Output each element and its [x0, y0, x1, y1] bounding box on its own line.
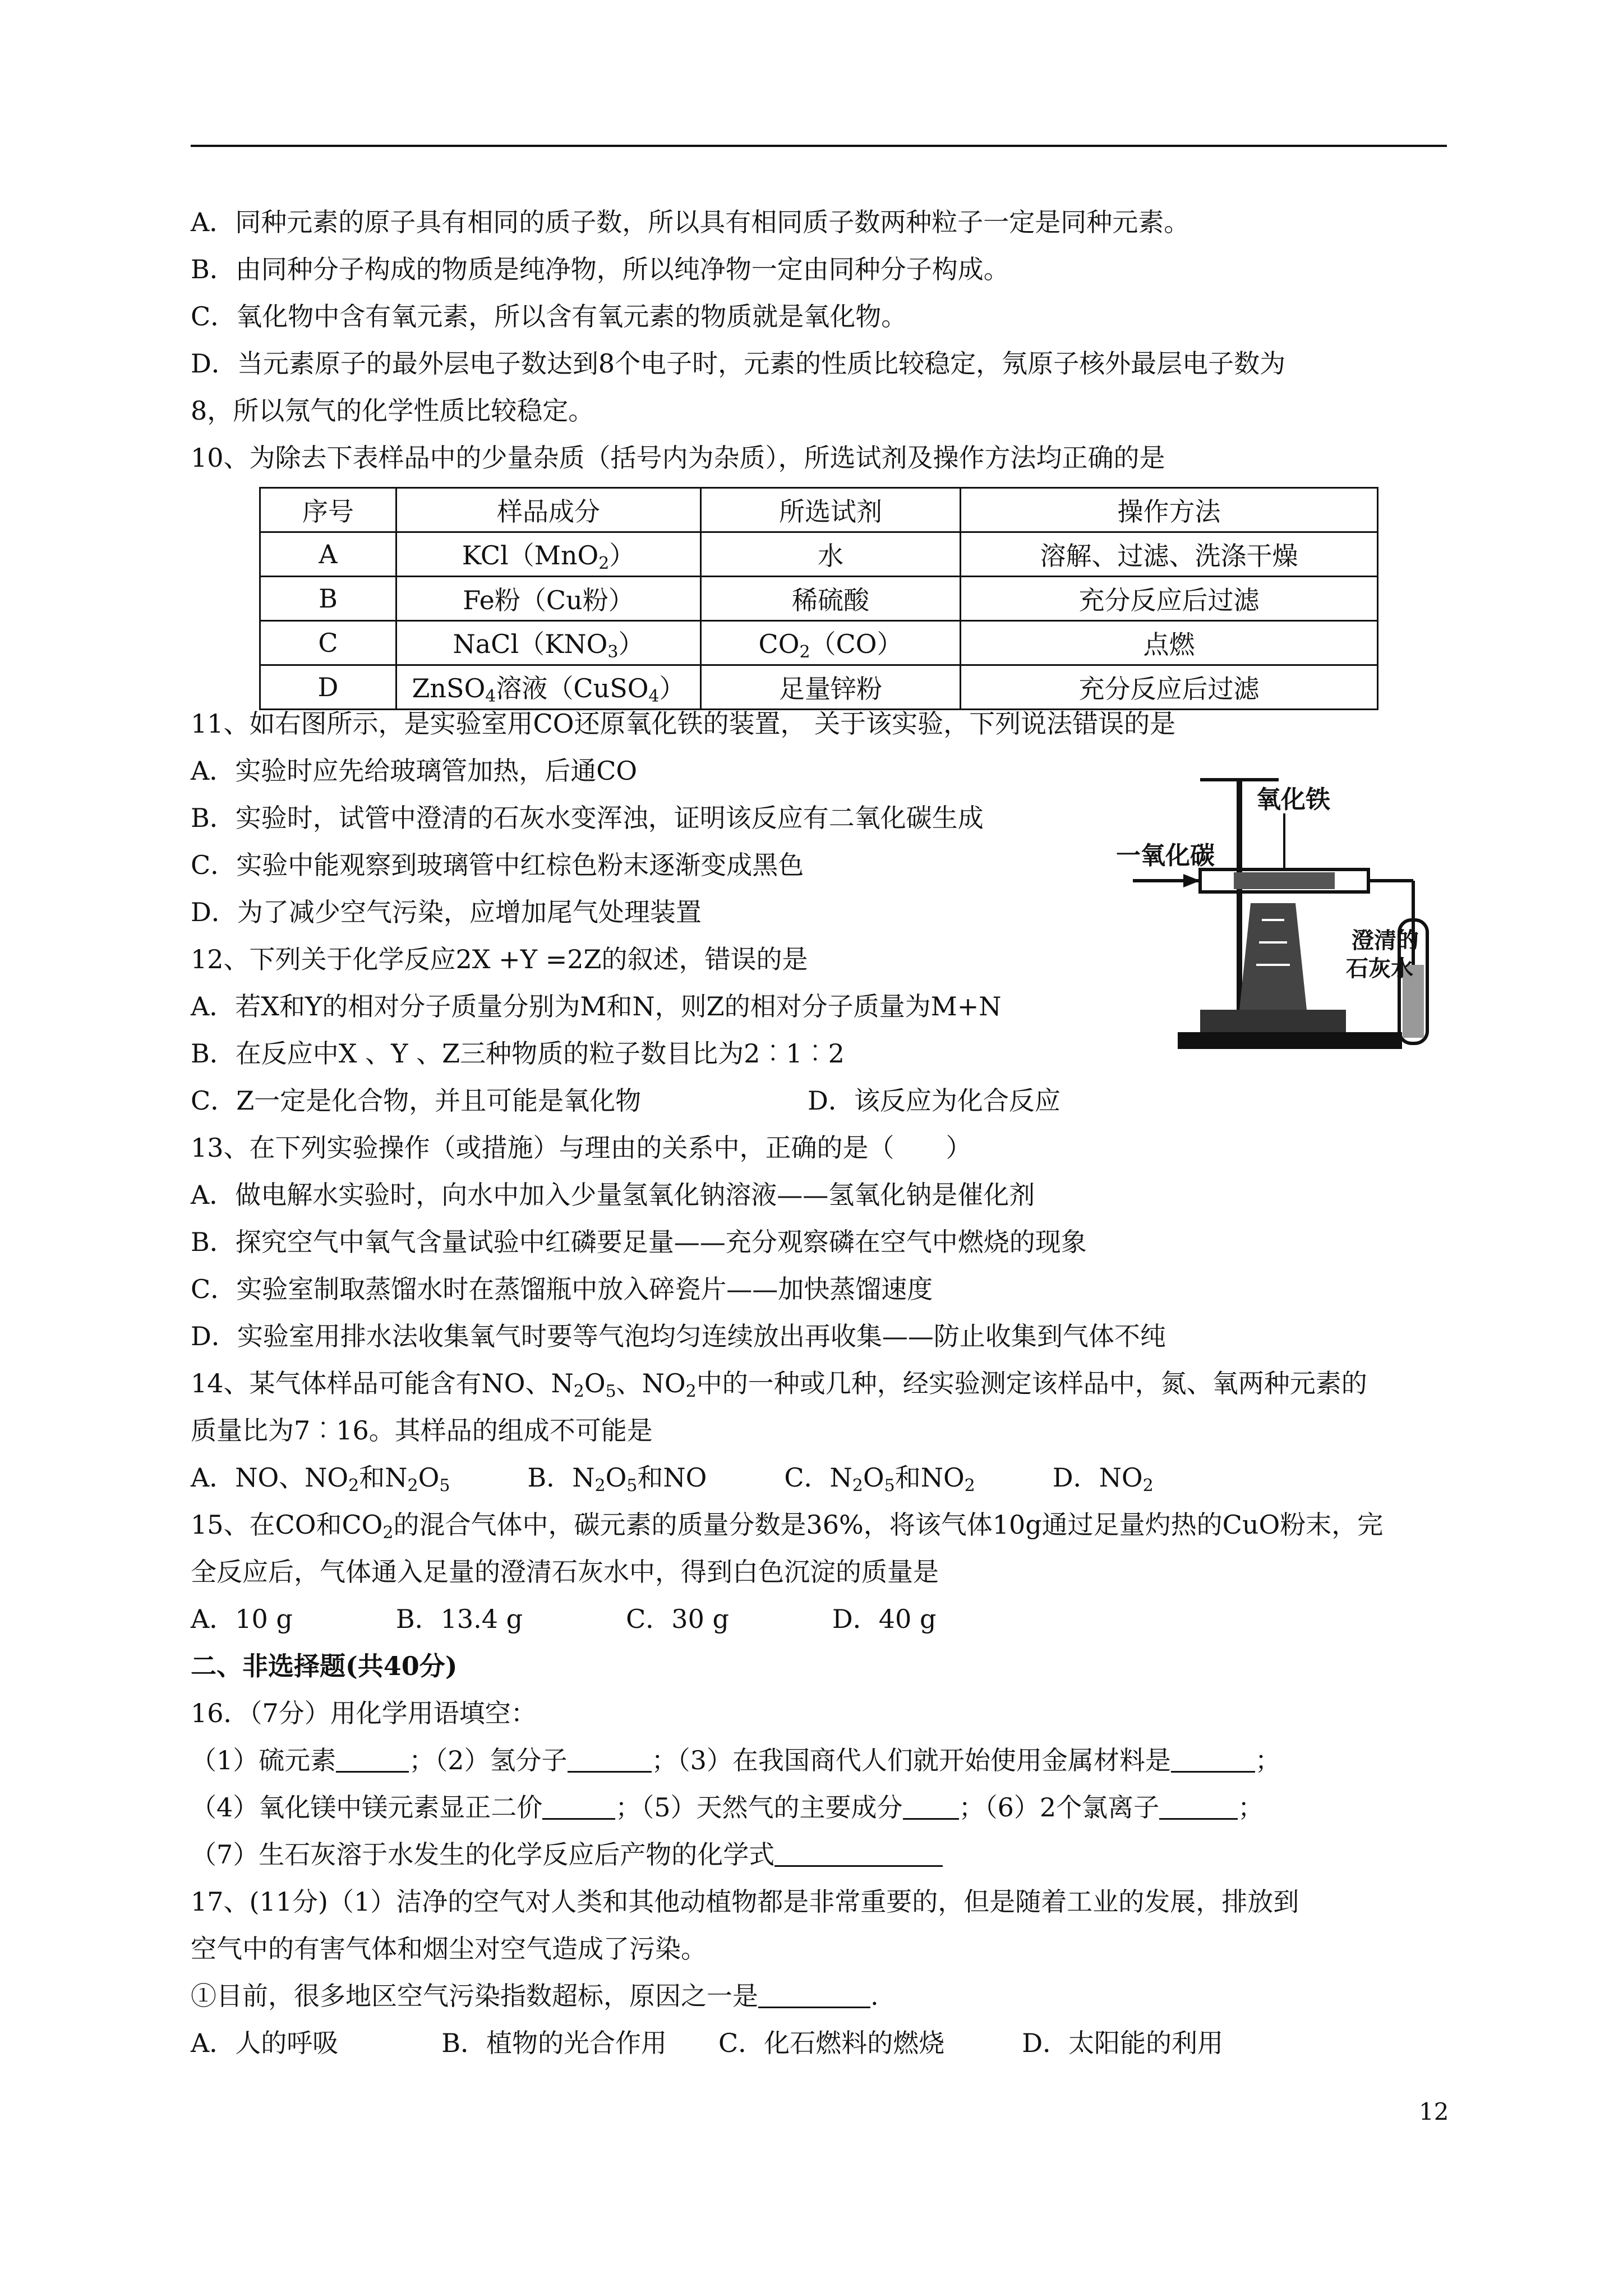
label-iron-oxide: 氧化铁: [1256, 785, 1330, 814]
table-cell: 稀硫酸: [701, 577, 961, 621]
answer-blank[interactable]: [568, 1746, 652, 1773]
table-cell: 足量锌粉: [701, 665, 961, 710]
table-cell: D: [260, 665, 396, 710]
q11-stem: 11、如右图所示，是实验室用CO还原氧化铁的装置， 关于该实验，下列说法错误的是: [191, 708, 1176, 739]
q15-options: A．10 g B．13.4 g C．30 g D．40 g: [191, 1604, 937, 1634]
q12-stem: 12、下列关于化学反应2X +Y =2Z的叙述，错误的是: [191, 944, 808, 974]
q17-options: A．人的呼吸 B．植物的光合作用 C．化石燃料的燃烧 D．太阳能的利用: [191, 2028, 1224, 2058]
table-cell: 水: [701, 532, 961, 577]
header-rule: [191, 145, 1447, 147]
table-row: [260, 621, 1378, 665]
q17-stem: 17、(11分)（1）洁净的空气对人类和其他动植物都是非常重要的，但是随着工业的发展，排放到: [191, 1887, 1299, 1917]
q12-option-c: C．Z一定是化合物，并且可能是氧化物: [191, 1085, 642, 1116]
q9-option-a: A．同种元素的原子具有相同的质子数，所以具有相同质子数两种粒子一定是同种元素。: [191, 207, 1190, 237]
table-cell: $CO_2(CO)$: [701, 621, 961, 665]
table-cell: ZnSO$_4$溶液（CuSO$_4$）: [396, 665, 701, 710]
table-cell: 充分反应后过滤: [961, 665, 1378, 710]
q12-option-d: D．该反应为化合反应: [808, 1085, 1061, 1116]
table-cell: $NaCl(KNO_3)$: [396, 621, 701, 665]
q12-option-b: B．在反应中X 、Y 、Z三种物质的粒子数目比为2︰1︰2: [191, 1038, 845, 1069]
q15-stem: 15、在CO和$CO_2$的混合气体中，碳元素的质量分数是36%，将该气体10g通过足量灼热的CuO粉末，完: [191, 1510, 1384, 1543]
q13-option-c: C．实验室制取蒸馏水时在蒸馏瓶中放入碎瓷片——加快蒸馏速度: [191, 1274, 933, 1304]
co-reduction-apparatus-diagram: [1116, 774, 1453, 1077]
q9-option-c: C．氧化物中含有氧元素，所以含有氧元素的物质就是氧化物。: [191, 301, 907, 332]
q11-option-a: A．实验时应先给玻璃管加热，后通CO: [191, 756, 638, 786]
q9-option-d-cont: 8，所以氖气的化学性质比较稳定。: [191, 395, 594, 426]
table-cell: A: [260, 532, 396, 577]
q9-option-b: B．由同种分子构成的物质是纯净物，所以纯净物一定由同种分子构成。: [191, 254, 1009, 284]
table-header-row: [260, 488, 1378, 532]
q16-line-3: （7）生石灰溶于水发生的化学反应后产物的化学式: [191, 1839, 943, 1870]
table-header: 所选试剂: [701, 488, 961, 532]
table-cell: KCl（MnO$_2$）: [396, 532, 701, 577]
q13-stem: 13、在下列实验操作（或措施）与理由的关系中，正确的是（ ）: [191, 1133, 972, 1163]
table-row: [260, 532, 1378, 577]
page-number: 12: [1419, 2098, 1449, 2125]
q17-stem-cont: 空气中的有害气体和烟尘对空气造成了污染。: [191, 1934, 707, 1964]
table-cell: 充分反应后过滤: [961, 577, 1378, 621]
q14-stem-cont: 质量比为7︰16。其样品的组成不可能是: [191, 1415, 653, 1446]
answer-blank[interactable]: [542, 1793, 615, 1820]
table-cell: 溶解、过滤、洗涤干燥: [961, 532, 1378, 577]
table-header: 操作方法: [961, 488, 1378, 532]
table-cell: B: [260, 577, 396, 621]
q16-line-2: （4）氧化镁中镁元素显正二价 ；（5）天然气的主要成分 ；（6）2个氯离子 ；: [191, 1792, 1264, 1823]
table-cell: Fe粉（Cu粉）: [396, 577, 701, 621]
q13-option-d: D．实验室用排水法收集氧气时要等气泡均匀连续放出再收集——防止收集到气体不纯: [191, 1321, 1166, 1351]
label-limewater-2: 石灰水: [1346, 956, 1413, 982]
q13-option-a: A．做电解水实验时，向水中加入少量氢氧化钠溶液——氢氧化钠是催化剂: [191, 1180, 1035, 1210]
answer-blank[interactable]: [1171, 1746, 1255, 1773]
answer-blank[interactable]: [774, 1841, 943, 1867]
q9-option-d: D．当元素原子的最外层电子数达到8个电子时，元素的性质比较稳定，氖原子核外最层电子数为: [191, 348, 1286, 379]
q11-option-b: B．实验时，试管中澄清的石灰水变浑浊，证明该反应有二氧化碳生成: [191, 803, 984, 833]
label-carbon-monoxide: 一氧化碳: [1116, 841, 1215, 870]
q10-table: [259, 487, 1378, 710]
table-header: 序号: [260, 488, 396, 532]
q13-option-b: B．探究空气中氧气含量试验中红磷要足量——充分观察磷在空气中燃烧的现象: [191, 1227, 1087, 1257]
q11-option-c: C．实验中能观察到玻璃管中红棕色粉末逐渐变成黑色: [191, 850, 804, 880]
answer-blank[interactable]: [758, 1982, 870, 2008]
q16-line-1: （1）硫元素 ；（2）氢分子 ；（3）在我国商代人们就开始使用金属材料是 ；: [191, 1745, 1281, 1775]
q14-stem: 14、某气体样品可能含有NO、$N_2O_5$、$NO_2$中的一种或几种，经实验测定该样品中，氮、氧两种元素的: [191, 1368, 1367, 1401]
table-cell: 点燃: [961, 621, 1378, 665]
q16-stem: 16．（7分）用化学用语填空：: [191, 1698, 537, 1728]
table-row: [260, 665, 1378, 710]
q11-option-d: D．为了减少空气污染，应增加尾气处理装置: [191, 897, 702, 927]
table-header: 样品成分: [396, 488, 701, 532]
table-row: [260, 577, 1378, 621]
q12-option-a: A．若X和Y的相对分子质量分别为M和N，则Z的相对分子质量为M+N: [191, 991, 1002, 1022]
q10-stem: 10、为除去下表样品中的少量杂质（括号内为杂质），所选试剂及操作方法均正确的是: [191, 443, 1165, 473]
section-2-heading: 二、非选择题(共40分): [191, 1651, 458, 1681]
answer-blank[interactable]: [336, 1746, 409, 1773]
answer-blank[interactable]: [903, 1793, 959, 1820]
label-limewater-1: 澄清的: [1352, 928, 1419, 954]
table-cell: C: [260, 621, 396, 665]
q17-sub-1: ①目前，很多地区空气污染指数超标，原因之一是 .: [191, 1981, 879, 2011]
q14-options: A．NO、$NO_2$和$N_2O_5$ B．$N_2O_5$和NO C．$N_2O_5$和$NO_2$ D．$NO_2$: [191, 1462, 1154, 1496]
q15-stem-cont: 全反应后，气体通入足量的澄清石灰水中，得到白色沉淀的质量是: [191, 1557, 939, 1587]
answer-blank[interactable]: [1159, 1793, 1238, 1820]
